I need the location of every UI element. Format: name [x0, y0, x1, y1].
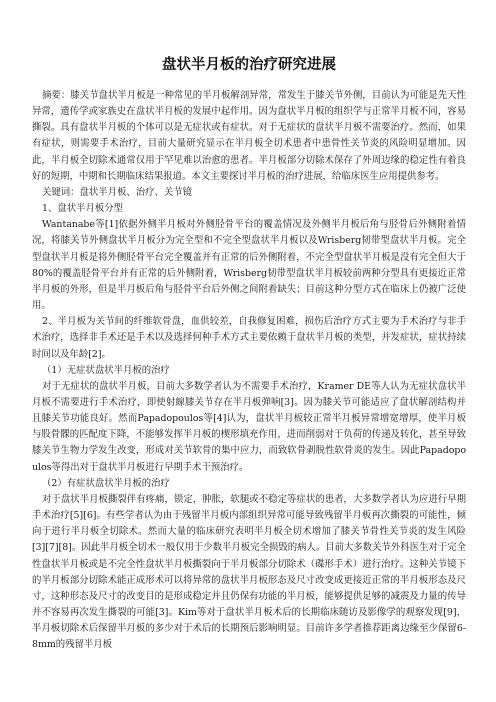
paragraph: 1、盘状半月板分型 [42, 203, 123, 215]
paragraph: （2）有症状盘状半月板的治疗 [42, 477, 170, 489]
paragraph: 对于盘状半月板撕裂伴有疼痛，锁定，肿胀，软腿或不稳定等症状的患者，大多数学者认为应进行早期手术治疗[5][6]。有些学者认为由于残留半月板内部组织异常可能导致残留半月板再次撕裂的可能性，倾向于进行半月板全切除术。然而大量的临床研究表明半月板全切术增加了膝关节骨性关节炎的发生风险[3][7][8]。因此半月板全切术一般仅用于少数半月板完全损毁的病人。目前大多数关节外科医生对于完全性盘状半月板或是不完全性盘状半月板撕裂向于半月板部分切除术（碟形手术）进行治疗。这种关节镜下的半月板部分切除术能正成形术可以将异常的盘状半月板形态及尺寸改变成更接近正常的半月板形态及尺寸，这种形态及尺寸的改变目的是形成稳定并且仍保有功能的半月板，能够提供足够的减震及力量的传导并不容易再次发生撕裂的可能[3]。Kim等对于盘状半月板术后的长期临床随访及影像学的观察发现[9]，半月板切除术后保留半月板的多少对于术后的长期预后影响明显。目前许多学者推荐距离边缘至少保留6-8mm的残留半月板 [32, 493, 466, 651]
paragraph: （1）无症状盘状半月板的治疗 [42, 364, 170, 376]
paragraph: 2、半月板为关节间的纤维软骨盘，血供较差，自我修复困难，损伤后治疗方式主要为手术治疗与非手术治疗，选择非手术还是手术以及选择何种手术方式主要依赖于盘状半月板的类型，并发症状，症状持续时间以及年龄[2]。 [32, 316, 466, 360]
document-title: 盘状半月板的治疗研究进展 [162, 57, 336, 73]
paragraph: 摘要：膝关节盘状半月板是一种常见的半月板解剖异常，常发生于膝关节外侧，目前认为可能是先天性异常，遗传学或家族史在盘状半月板的发展中起作用。因为盘状半月板的组织学与正常半月板不同，容易撕裂。具有盘状半月板的个体可以是无症状或有症状。对于无症状的盘状半月板不需要治疗。然而，如果有症状，则需要手术治疗，目前大量研究显示在半月板全切术患者中患骨性关节炎的风险明显增加。因此，半月板全切除术通常仅用于罕见难以治愈的患者。半月板部分切除术保存了外周边缘的稳定性有着良好的短期，中期和长期临床结果报道。本文主要探讨半月板的治疗进展，给临床医生应用提供参考。 [32, 90, 466, 182]
document-body [32, 88, 466, 653]
paragraph: 关键词：盘状半月板、治疗、关节镜 [42, 186, 193, 198]
paragraph: 对于无症状的盘状半月板，目前大多数学者认为不需要手术治疗，Kramer DE等人认为无症状盘状半月板不需要进行手术治疗，即使射線膝关节存在半月板弹响[3]。因为膝关节可能适应了盘状解剖结构并且膝关节功能良好。然而Papadopoulos等[4]认为，盘状半月板较正常半月板异常增宽增厚，使半月板与股骨髁的匹配度下降，不能够发挥半月板的楔形填充作用，进而削弱对于负荷的传递及转化，甚至导致膝关节生物力学发生改变，形成对关节软骨的集中应力，而致软骨剥脱性软骨炎的发生。因此Papadopoulos等得出对于盘状半月板进行早期手术干预治疗。 [32, 380, 466, 473]
paragraph: Wantanabe等[1]依据外侧半月板对外侧胫骨平台的覆盖情况及外侧半月板后角与胫骨后外侧附着情况，将膝关节外侧盘状半月板分为完全型和不完全型盘状半月板以及Wrisberg韧带型盘状半月板。完全型盘状半月板是将外侧胫骨平台完全覆盖并有正常的后外侧附着，不完全型盘状半月板是没有完全但大于80%的覆盖胫骨平台并有正常的后外侧附着，Wrisberg韧带型盘状半月板较前两种分型具有更接近正常半月板的外形，但是半月板后角与胫骨平台后外侧之间附着缺失；目前这种分型方式在临床上仍被广泛使用。 [32, 219, 466, 312]
